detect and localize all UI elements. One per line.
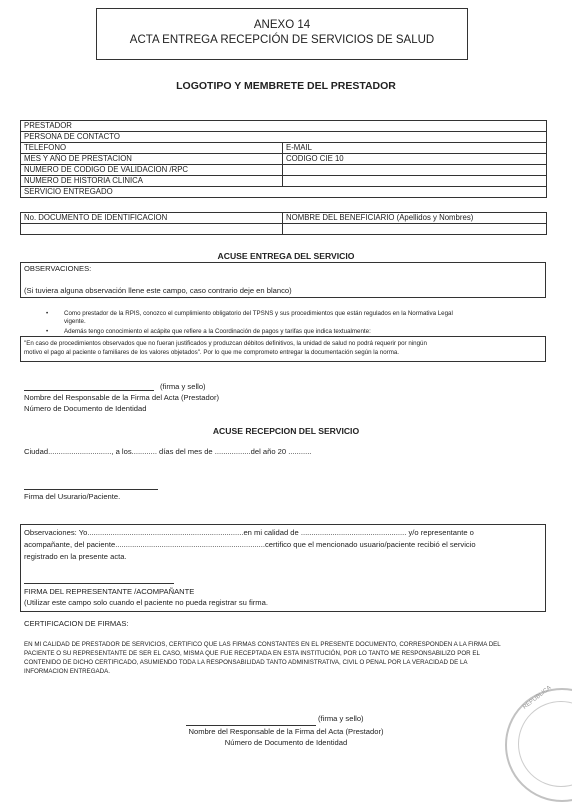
logo-placeholder: LOGOTIPO Y MEMBRETE DEL PRESTADOR	[176, 80, 396, 92]
firma-representante-label: FIRMA DEL REPRESENTANTE /ACOMPAÑANTE	[24, 587, 195, 596]
acuse-recepcion-title: ACUSE RECEPCION DEL SERVICIO	[212, 426, 360, 436]
obs-line-1: Observaciones: Yo..........................................................................en mi calidad de .................................................. y/o representante o	[24, 528, 474, 537]
bullet-dot-2: •	[46, 328, 49, 335]
quote-line-b: motivo el pago al paciente o familiares de los valores objetados". Por lo que me comprometo entregar la documentación según la norma.	[24, 349, 400, 356]
signature-line-representante[interactable]	[24, 583, 174, 584]
provider-info-table	[20, 120, 547, 198]
certificacion-title: CERTIFICACION DE FIRMAS:	[24, 619, 129, 628]
bullet-2: Además tengo conocimiento el acápite que refiere a la Coordinación de pagos y tarifas que indica textualmente:	[64, 328, 371, 335]
certificacion-line-2: PACIENTE O SU REPRESENTANTE DE SER EL CASO, MISMA QUE FUE RECEPTADA EN ESTA INSTITUCIÓN, POR LO TANTO ME RESPONSABILIZO POR EL	[24, 650, 480, 657]
responsable-label: Nombre del Responsable de la Firma del Acta (Prestador)	[24, 393, 219, 402]
document-header	[96, 8, 468, 60]
bullet-1-line-a: Como prestador de la RPIS, conozco el cumplimiento obligatorio del TPSNS y sus procedimientos que están regulados en la Normativa Legal	[64, 310, 453, 317]
signature-line-certificacion[interactable]	[186, 725, 316, 726]
cert-firma-sello-label: (firma y sello)	[318, 714, 364, 723]
field-blank-2[interactable]	[283, 176, 547, 187]
quote-line-a: "En caso de procedimientos observados que no fueran justificados y produzcan débitos definitivos, la unidad de salud no podrá requerir por ningún	[24, 340, 427, 347]
obs-line-2: acompañante, del paciente.......................................................................certifico que el mencionado usuario/paciente recibió el servicio	[24, 540, 476, 549]
field-documento: No. DOCUMENTO DE IDENTIFICACION	[21, 213, 283, 224]
ciudad-fecha-line[interactable]: Ciudad.............................., a los............ días del mes de .................del año 20 ...........	[24, 447, 312, 456]
field-prestador[interactable]: PRESTADOR	[21, 121, 547, 132]
representante-box[interactable]	[20, 524, 546, 612]
field-email[interactable]: E-MAIL	[283, 143, 547, 154]
field-telefono[interactable]: TELEFONO	[21, 143, 283, 154]
beneficiary-table	[20, 212, 547, 235]
field-beneficiario: NOMBRE DEL BENEFICIARIO (Apellidos y Nombres)	[283, 213, 547, 224]
certificacion-line-1: EN MI CALIDAD DE PRESTADOR DE SERVICIOS, CERTIFICO QUE LAS FIRMAS CONSTANTES EN EL PRESENTE DOCUMENTO, CORRESPONDEN A LA FIRMA DEL	[24, 641, 501, 648]
field-blank-1[interactable]	[283, 165, 547, 176]
signature-line-prestador[interactable]	[24, 390, 154, 391]
field-mes-anio[interactable]: MES Y AÑO DE PRESTACION	[21, 154, 283, 165]
field-beneficiario-value[interactable]	[283, 224, 547, 235]
certificacion-line-4: INFORMACION ENTREGADA.	[24, 668, 110, 675]
field-persona-contacto[interactable]: PERSONA DE CONTACTO	[21, 132, 547, 143]
bullet-1-line-b: vigente.	[64, 318, 86, 325]
firma-paciente-label: Firma del Usurario/Paciente.	[24, 492, 121, 501]
field-historia-clinica[interactable]: NUMERO DE HISTORIA CLINICA	[21, 176, 283, 187]
firma-sello-label: (firma y sello)	[160, 382, 206, 391]
field-servicio-entregado[interactable]: SERVICIO ENTREGADO	[21, 187, 547, 198]
bullet-dot-1: •	[46, 310, 49, 317]
obs-line-3: registrado en la presente acta.	[24, 552, 127, 561]
quote-box	[20, 336, 546, 362]
observaciones-hint: (Si tuviera alguna observación llene este campo, caso contrario deje en blanco)	[24, 286, 292, 295]
uso-campo-label: (Utilizar este campo solo cuando el paciente no pueda registrar su firma.	[24, 598, 268, 607]
acuse-entrega-title: ACUSE ENTREGA DEL SERVICIO	[217, 251, 355, 261]
observaciones-label: OBSERVACIONES:	[24, 264, 92, 273]
signature-line-paciente[interactable]	[24, 489, 158, 490]
cert-responsable-label: Nombre del Responsable de la Firma del Acta (Prestador)	[188, 727, 384, 736]
field-codigo-validacion[interactable]: NUMERO DE CODIGO DE VALIDACION /RPC	[21, 165, 283, 176]
cert-documento-label: Número de Documento de Identidad	[224, 738, 348, 747]
field-cie10[interactable]: CODIGO CIE 10	[283, 154, 547, 165]
observaciones-box[interactable]	[20, 262, 546, 298]
stamp-text: REPUBLICA	[522, 685, 553, 711]
annex-number: ANEXO 14	[253, 19, 311, 31]
documento-identidad-label: Número de Documento de Identidad	[24, 404, 147, 413]
certificacion-line-3: CONTENIDO DE DICHO CERTIFICADO, ASUMIENDO TODA LA RESPONSABILIDAD TANTO ADMINISTRATIVA, CIVIL O PENAL POR LA VERACIDAD DE LA	[24, 659, 468, 666]
document-title: ACTA ENTREGA RECEPCIÓN DE SERVICIOS DE SALUD	[129, 34, 435, 46]
field-documento-value[interactable]	[21, 224, 283, 235]
